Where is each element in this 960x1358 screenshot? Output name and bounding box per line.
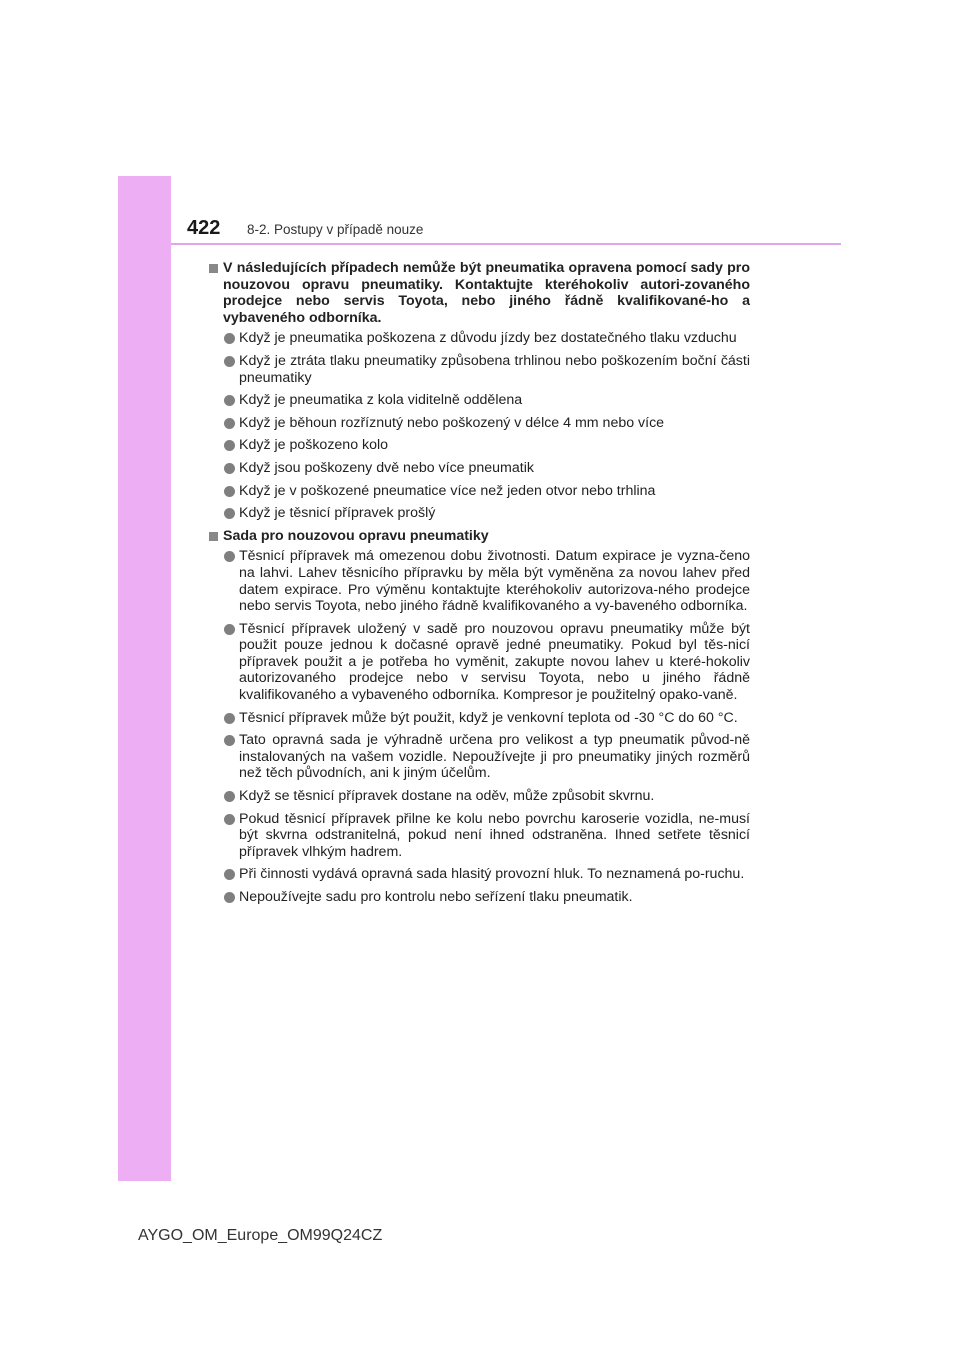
list-item-text: Těsnicí přípravek uložený v sadě pro nouzovou opravu pneumatiky může být použit pouze jednou k dočasné opravě jedné pneumatiky. Pokud byl těs-nicí přípravek použit a je potřeba ho vyměnit, zakupte novou lahev u které-hokoliv autorizovaného prodejce nebo v servisu Toyota, nebo u jiného řádně kvalifikovaného a vybaveného odborníka. Kompresor je použitelný opako-vaně. [239, 620, 750, 704]
section-heading-text: V následujících případech nemůže být pneumatika opravena pomocí sady pro nouzovou opravu pneumatiky. Kontaktujte kteréhokoliv autori-zovaného prodejce nebo servis Toyota, nebo jiného řádně kvalifikované-ho a vybaveného odborníka. [223, 260, 750, 326]
section-heading-text: Sada pro nouzovou opravu pneumatiky [223, 527, 489, 544]
list-item [209, 866, 750, 883]
circle-bullet-icon [224, 713, 235, 724]
list-item [209, 353, 750, 386]
circle-bullet-icon [224, 356, 235, 367]
circle-bullet-icon [224, 814, 235, 825]
page-content [209, 260, 750, 912]
square-bullet-icon [209, 532, 218, 541]
list-item-text: Když se těsnicí přípravek dostane na oděv, může způsobit skvrnu. [239, 788, 655, 805]
list-item [209, 889, 750, 906]
circle-bullet-icon [224, 892, 235, 903]
list-item [209, 415, 750, 432]
list-item [209, 732, 750, 782]
circle-bullet-icon [224, 463, 235, 474]
header-divider [171, 243, 841, 245]
list-item [209, 505, 750, 522]
list-item [209, 392, 750, 409]
list-item [209, 710, 750, 727]
chapter-sidebar [118, 176, 171, 1181]
list-item [209, 621, 750, 704]
list-item [209, 548, 750, 614]
section-title: 8-2. Postupy v případě nouze [247, 222, 424, 237]
page-number: 422 [187, 217, 221, 239]
list-item [209, 483, 750, 500]
circle-bullet-icon [224, 508, 235, 519]
section-cannot-repair [209, 260, 750, 522]
list-item-text: Když je ztráta tlaku pneumatiky způsobena trhlinou nebo poškozením boční části pneumatiky [239, 352, 750, 386]
list-item-text: Při činnosti vydává opravná sada hlasitý provozní hluk. To neznamená po-ruchu. [239, 866, 745, 883]
list-item-text: Když je v poškozené pneumatice více než jeden otvor nebo trhlina [239, 482, 656, 499]
list-item [209, 330, 750, 347]
circle-bullet-icon [224, 735, 235, 746]
circle-bullet-icon [224, 418, 235, 429]
list-item-text: Nepoužívejte sadu pro kontrolu nebo seřízení tlaku pneumatik. [239, 889, 633, 905]
list-item-text: Těsnicí přípravek má omezenou dobu životnosti. Datum expirace je vyzna-čeno na lahvi. Lahev těsnicího přípravku by měla být vyměněna za novou lahev před datem expirace. Pro výměnu kontaktujte kteréhokoliv autorizova-ného prodejce nebo servis Toyota, nebo jiného řádně kvalifikovaného a vy-baveného odborníka. [239, 548, 750, 615]
section-heading [209, 260, 750, 326]
square-bullet-icon [209, 264, 218, 273]
list-item-text: Když jsou poškozeny dvě nebo více pneumatik [239, 459, 534, 476]
list-item [209, 788, 750, 805]
list-item [209, 811, 750, 861]
list-item-text: Těsnicí přípravek může být použit, když je venkovní teplota od -30 °C do 60 °C. [239, 709, 738, 726]
circle-bullet-icon [224, 486, 235, 497]
document-code: AYGO_OM_Europe_OM99Q24CZ [138, 1227, 383, 1244]
list-item-text: Pokud těsnicí přípravek přilne ke kolu nebo povrchu karoserie vozidla, ne-musí být skvrna odstranitelná, pokud není ihned odstraněna. Ihned setřete těsnicí přípravek vlhkým hadrem. [239, 810, 750, 860]
list-item-text: Tato opravná sada je výhradně určena pro velikost a typ pneumatik původ-ně instalovaných na vašem vozidle. Nepoužívejte ji pro pneumatiky jiných rozměrů než těch původních, ani k jiným účelům. [239, 732, 750, 782]
list-item [209, 460, 750, 477]
section-heading [209, 528, 750, 545]
circle-bullet-icon [224, 440, 235, 451]
list-item-text: Když je pneumatika z kola viditelně oddělena [239, 392, 523, 409]
list-item-text: Když je pneumatika poškozena z důvodu jízdy bez dostatečného tlaku vzduchu [239, 330, 737, 347]
circle-bullet-icon [224, 551, 235, 562]
circle-bullet-icon [224, 624, 235, 635]
list-item-text: Když je běhoun rozříznutý nebo poškozený v délce 4 mm nebo více [239, 414, 665, 431]
list-item-text: Když je těsnicí přípravek prošlý [239, 505, 436, 522]
list-item [209, 437, 750, 454]
circle-bullet-icon [224, 869, 235, 880]
section-repair-kit [209, 528, 750, 906]
circle-bullet-icon [224, 333, 235, 344]
circle-bullet-icon [224, 791, 235, 802]
circle-bullet-icon [224, 395, 235, 406]
bullet-list [209, 330, 750, 521]
list-item-text: Když je poškozeno kolo [239, 437, 389, 454]
bullet-list [209, 548, 750, 905]
